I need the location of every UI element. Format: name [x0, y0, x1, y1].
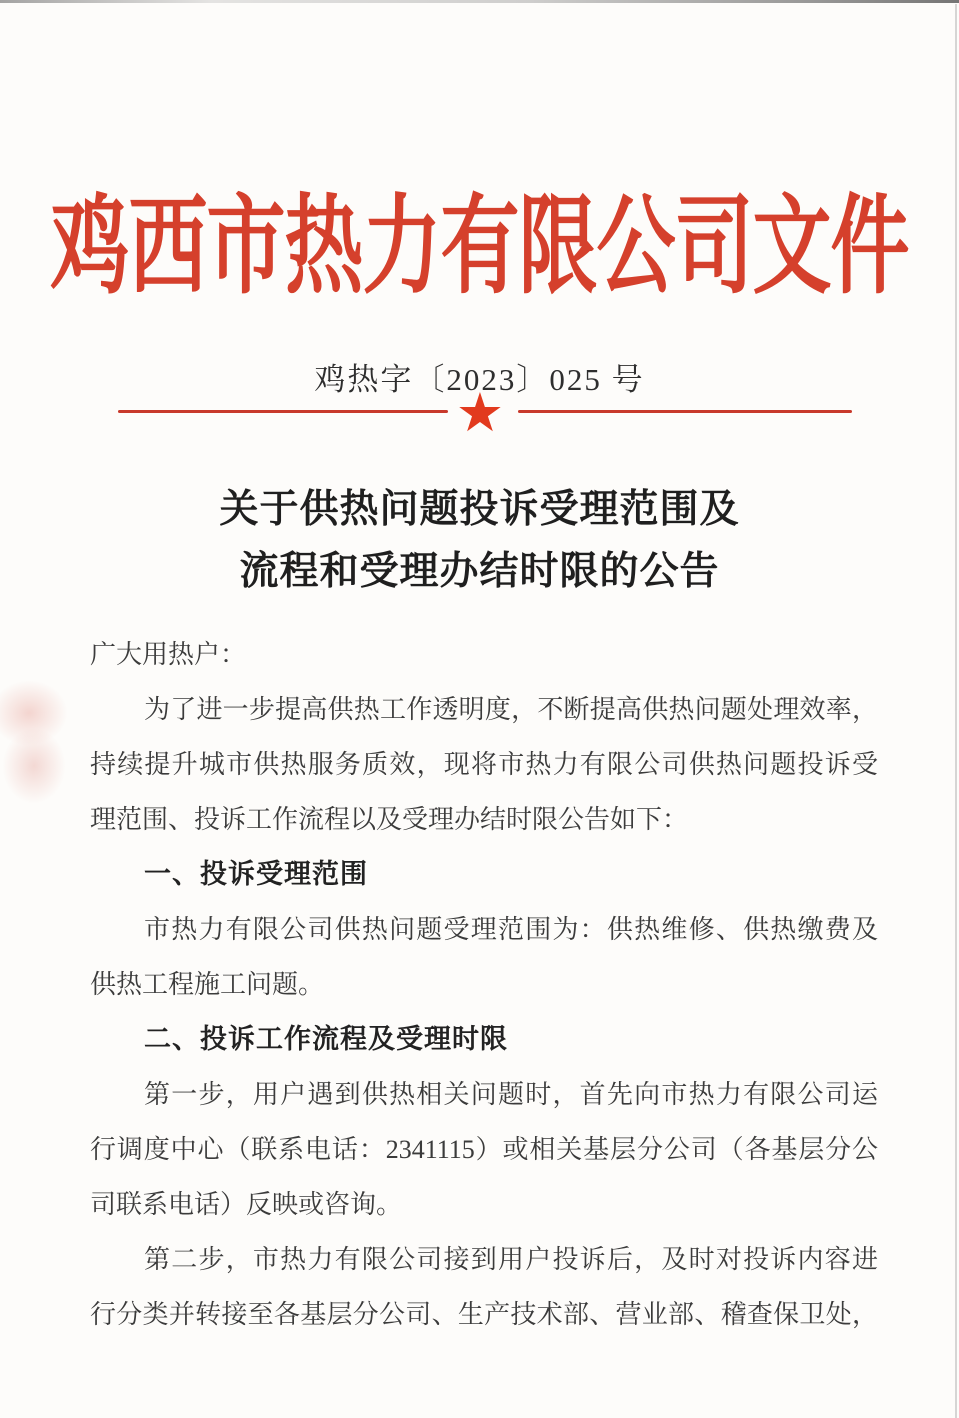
star-icon: ★ [455, 381, 505, 444]
doc-number: 鸡热字〔2023〕025 号 [314, 362, 645, 397]
body-line: 为了进一步提高供热工作透明度，不断提高供热问题处理效率， [144, 695, 878, 724]
org-header-text: 鸡西市热力有限公司文件 [50, 189, 909, 308]
body-line: 第二步，市热力有限公司接到用户投诉后，及时对投诉内容进 [144, 1245, 878, 1274]
doc-title-line-1: 关于供热问题投诉受理范围及 [219, 488, 740, 531]
salutation-line: 广大用热户： [90, 640, 247, 669]
paper-smudge [2, 728, 66, 804]
red-rule-right [518, 410, 852, 413]
body-line: 理范围、投诉工作流程以及受理办结时限公告如下： [90, 805, 689, 834]
org-header-title [0, 180, 959, 308]
body-line: 第一步，用户遇到供热相关问题时，首先向市热力有限公司运 [144, 1080, 878, 1109]
body-line: 行调度中心（联系电话：2341115）或相关基层分公司（各基层分公 [90, 1135, 878, 1164]
section-heading-1: 一、投诉受理范围 [144, 859, 368, 889]
section-heading-2: 二、投诉工作流程及受理时限 [144, 1024, 508, 1054]
body-line: 行分类并转接至各基层分公司、生产技术部、营业部、稽查保卫处， [90, 1300, 878, 1329]
doc-title-line-2: 流程和受理办结时限的公告 [239, 550, 720, 593]
document-body [90, 627, 878, 1342]
red-rule-left [118, 410, 448, 413]
body-line: 供热工程施工问题。 [90, 970, 325, 999]
scan-edge-top [0, 0, 959, 3]
body-line: 持续提升城市供热服务质效，现将市热力有限公司供热问题投诉受 [90, 750, 878, 779]
body-line: 市热力有限公司供热问题受理范围为：供热维修、供热缴费及 [144, 915, 878, 944]
body-line: 司联系电话）反映或咨询。 [90, 1190, 403, 1219]
